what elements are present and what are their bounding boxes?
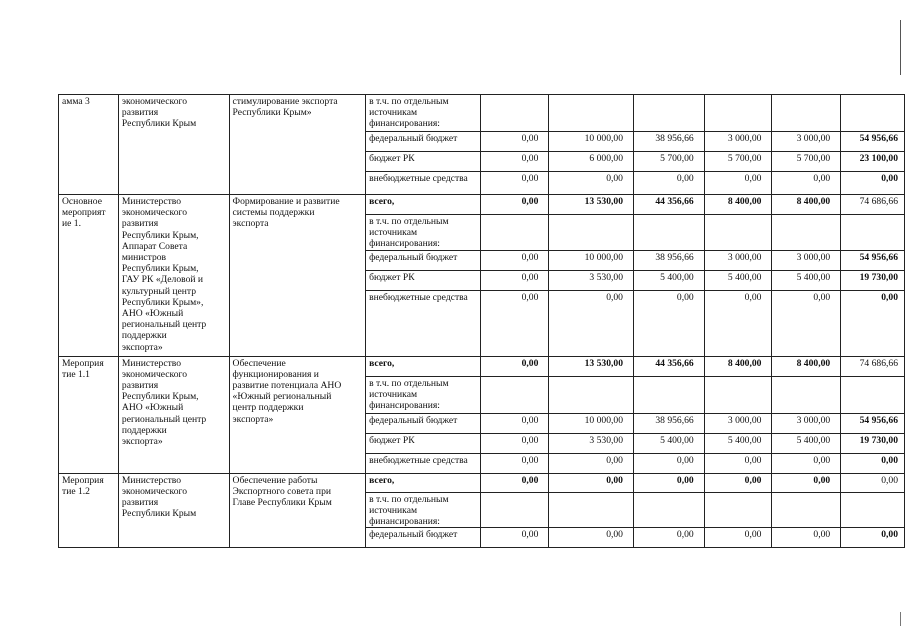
amount-cell: 38 956,66 [633, 250, 704, 270]
amount-cell: 0,00 [480, 528, 549, 548]
measure-cell: Обеспечение работы Экспортного совета при Главе Республики Крым [229, 473, 366, 548]
amount-cell: 0,00 [480, 453, 549, 473]
amount-cell: 74 686,66 [841, 195, 905, 215]
amount-cell: 5 400,00 [772, 433, 841, 453]
amount-cell: 3 000,00 [772, 132, 841, 152]
amount-cell: 5 700,00 [633, 152, 704, 172]
funding-source-cell: в т.ч. по отдельным источникам финансирования: [366, 376, 481, 413]
amount-cell: 19 730,00 [841, 270, 905, 290]
amount-cell: 5 400,00 [772, 270, 841, 290]
amount-cell [633, 215, 704, 251]
amount-cell [704, 215, 772, 251]
amount-cell [772, 95, 841, 132]
amount-cell: 0,00 [480, 152, 549, 172]
funding-source-cell: бюджет РК [366, 433, 481, 453]
amount-cell: 0,00 [704, 528, 772, 548]
amount-cell: 0,00 [772, 290, 841, 356]
amount-cell [549, 215, 634, 251]
amount-cell: 0,00 [772, 528, 841, 548]
amount-cell: 0,00 [633, 290, 704, 356]
executor-cell: экономического развития Республики Крым [118, 95, 229, 195]
funding-source-cell: бюджет РК [366, 270, 481, 290]
funding-source-cell: всего, [366, 195, 481, 215]
amount-cell: 0,00 [841, 290, 905, 356]
executor-cell: Министерство экономического развития Республики Крым, АНО «Южный региональный центр поддержки экспорта» [118, 356, 229, 473]
amount-cell: 13 530,00 [549, 356, 634, 376]
amount-cell: 3 000,00 [704, 132, 772, 152]
amount-cell: 3 530,00 [549, 270, 634, 290]
amount-cell: 6 000,00 [549, 152, 634, 172]
amount-cell: 5 400,00 [704, 433, 772, 453]
table-row [59, 195, 905, 215]
amount-cell: 0,00 [480, 290, 549, 356]
amount-cell: 8 400,00 [704, 356, 772, 376]
amount-cell [704, 376, 772, 413]
amount-cell [704, 95, 772, 132]
amount-cell: 54 956,66 [841, 413, 905, 433]
amount-cell [841, 95, 905, 132]
funding-source-cell: бюджет РК [366, 152, 481, 172]
section-label-cell: Мероприя тие 1.2 [59, 473, 119, 548]
amount-cell [841, 492, 905, 528]
executor-cell: Министерство экономического развития Республики Крым, Аппарат Совета министров Республики Крым, ГАУ РК «Деловой и культурный центр Республики Крым», АНО «Южный региональный центр поддержки экспорта» [118, 195, 229, 357]
amount-cell: 0,00 [841, 453, 905, 473]
amount-cell: 10 000,00 [549, 413, 634, 433]
amount-cell: 0,00 [841, 528, 905, 548]
amount-cell: 10 000,00 [549, 132, 634, 152]
amount-cell: 0,00 [704, 473, 772, 492]
amount-cell: 0,00 [480, 433, 549, 453]
amount-cell: 0,00 [841, 172, 905, 195]
amount-cell [772, 376, 841, 413]
funding-source-cell: внебюджетные средства [366, 453, 481, 473]
section-label-cell: Основное мероприят ие 1. [59, 195, 119, 357]
amount-cell: 13 530,00 [549, 195, 634, 215]
budget-table-body [59, 95, 905, 548]
amount-cell: 8 400,00 [772, 195, 841, 215]
funding-source-cell: всего, [366, 356, 481, 376]
amount-cell [772, 492, 841, 528]
scan-edge-mark [900, 20, 901, 75]
section-label-cell: амма 3 [59, 95, 119, 195]
amount-cell: 0,00 [549, 290, 634, 356]
amount-cell: 0,00 [704, 453, 772, 473]
funding-source-cell: федеральный бюджет [366, 132, 481, 152]
amount-cell: 0,00 [633, 453, 704, 473]
amount-cell: 0,00 [633, 172, 704, 195]
amount-cell: 0,00 [772, 453, 841, 473]
amount-cell: 54 956,66 [841, 250, 905, 270]
table-row [59, 473, 905, 492]
amount-cell: 0,00 [772, 473, 841, 492]
amount-cell: 0,00 [480, 270, 549, 290]
funding-source-cell: внебюджетные средства [366, 290, 481, 356]
funding-source-cell: в т.ч. по отдельным источникам финансирования: [366, 95, 481, 132]
amount-cell: 0,00 [480, 195, 549, 215]
executor-cell: Министерство экономического развития Республики Крым [118, 473, 229, 548]
amount-cell [480, 95, 549, 132]
amount-cell [549, 492, 634, 528]
amount-cell: 0,00 [480, 132, 549, 152]
amount-cell [480, 376, 549, 413]
amount-cell: 5 400,00 [633, 433, 704, 453]
amount-cell [704, 492, 772, 528]
amount-cell: 23 100,00 [841, 152, 905, 172]
amount-cell: 0,00 [549, 528, 634, 548]
amount-cell [772, 215, 841, 251]
measure-cell: Формирование и развитие системы поддержки экспорта [229, 195, 366, 357]
amount-cell: 74 686,66 [841, 356, 905, 376]
amount-cell [841, 215, 905, 251]
funding-source-cell: в т.ч. по отдельным источникам финансирования: [366, 492, 481, 528]
amount-cell [549, 376, 634, 413]
amount-cell: 0,00 [480, 356, 549, 376]
amount-cell: 5 700,00 [704, 152, 772, 172]
amount-cell: 5 400,00 [704, 270, 772, 290]
amount-cell [480, 215, 549, 251]
funding-source-cell: в т.ч. по отдельным источникам финансирования: [366, 215, 481, 251]
amount-cell [841, 376, 905, 413]
budget-table [58, 94, 905, 548]
measure-cell: Обеспечение функционирования и развитие потенциала АНО «Южный региональный центр поддержки экспорта» [229, 356, 366, 473]
amount-cell: 3 530,00 [549, 433, 634, 453]
amount-cell: 8 400,00 [704, 195, 772, 215]
table-row [59, 95, 905, 132]
amount-cell [633, 95, 704, 132]
table-row [59, 356, 905, 376]
amount-cell: 19 730,00 [841, 433, 905, 453]
amount-cell: 0,00 [633, 473, 704, 492]
amount-cell: 3 000,00 [772, 250, 841, 270]
amount-cell: 0,00 [480, 413, 549, 433]
amount-cell: 0,00 [772, 172, 841, 195]
funding-source-cell: внебюджетные средства [366, 172, 481, 195]
amount-cell: 38 956,66 [633, 132, 704, 152]
amount-cell [633, 376, 704, 413]
amount-cell [480, 492, 549, 528]
amount-cell: 0,00 [480, 172, 549, 195]
amount-cell: 0,00 [549, 473, 634, 492]
amount-cell: 0,00 [480, 250, 549, 270]
amount-cell: 44 356,66 [633, 356, 704, 376]
amount-cell: 0,00 [480, 473, 549, 492]
amount-cell: 0,00 [633, 528, 704, 548]
amount-cell [549, 95, 634, 132]
amount-cell: 5 400,00 [633, 270, 704, 290]
amount-cell: 8 400,00 [772, 356, 841, 376]
funding-source-cell: всего, [366, 473, 481, 492]
funding-source-cell: федеральный бюджет [366, 250, 481, 270]
amount-cell: 3 000,00 [704, 413, 772, 433]
amount-cell: 44 356,66 [633, 195, 704, 215]
amount-cell [633, 492, 704, 528]
measure-cell: стимулирование экспорта Республики Крым» [229, 95, 366, 195]
amount-cell: 0,00 [549, 172, 634, 195]
amount-cell: 0,00 [704, 172, 772, 195]
funding-source-cell: федеральный бюджет [366, 528, 481, 548]
funding-source-cell: федеральный бюджет [366, 413, 481, 433]
amount-cell: 3 000,00 [704, 250, 772, 270]
amount-cell: 38 956,66 [633, 413, 704, 433]
amount-cell: 54 956,66 [841, 132, 905, 152]
amount-cell: 0,00 [704, 290, 772, 356]
scan-edge-mark-bottom [900, 612, 901, 626]
amount-cell: 10 000,00 [549, 250, 634, 270]
amount-cell: 5 700,00 [772, 152, 841, 172]
amount-cell: 3 000,00 [772, 413, 841, 433]
amount-cell: 0,00 [841, 473, 905, 492]
amount-cell: 0,00 [549, 453, 634, 473]
section-label-cell: Мероприя тие 1.1 [59, 356, 119, 473]
